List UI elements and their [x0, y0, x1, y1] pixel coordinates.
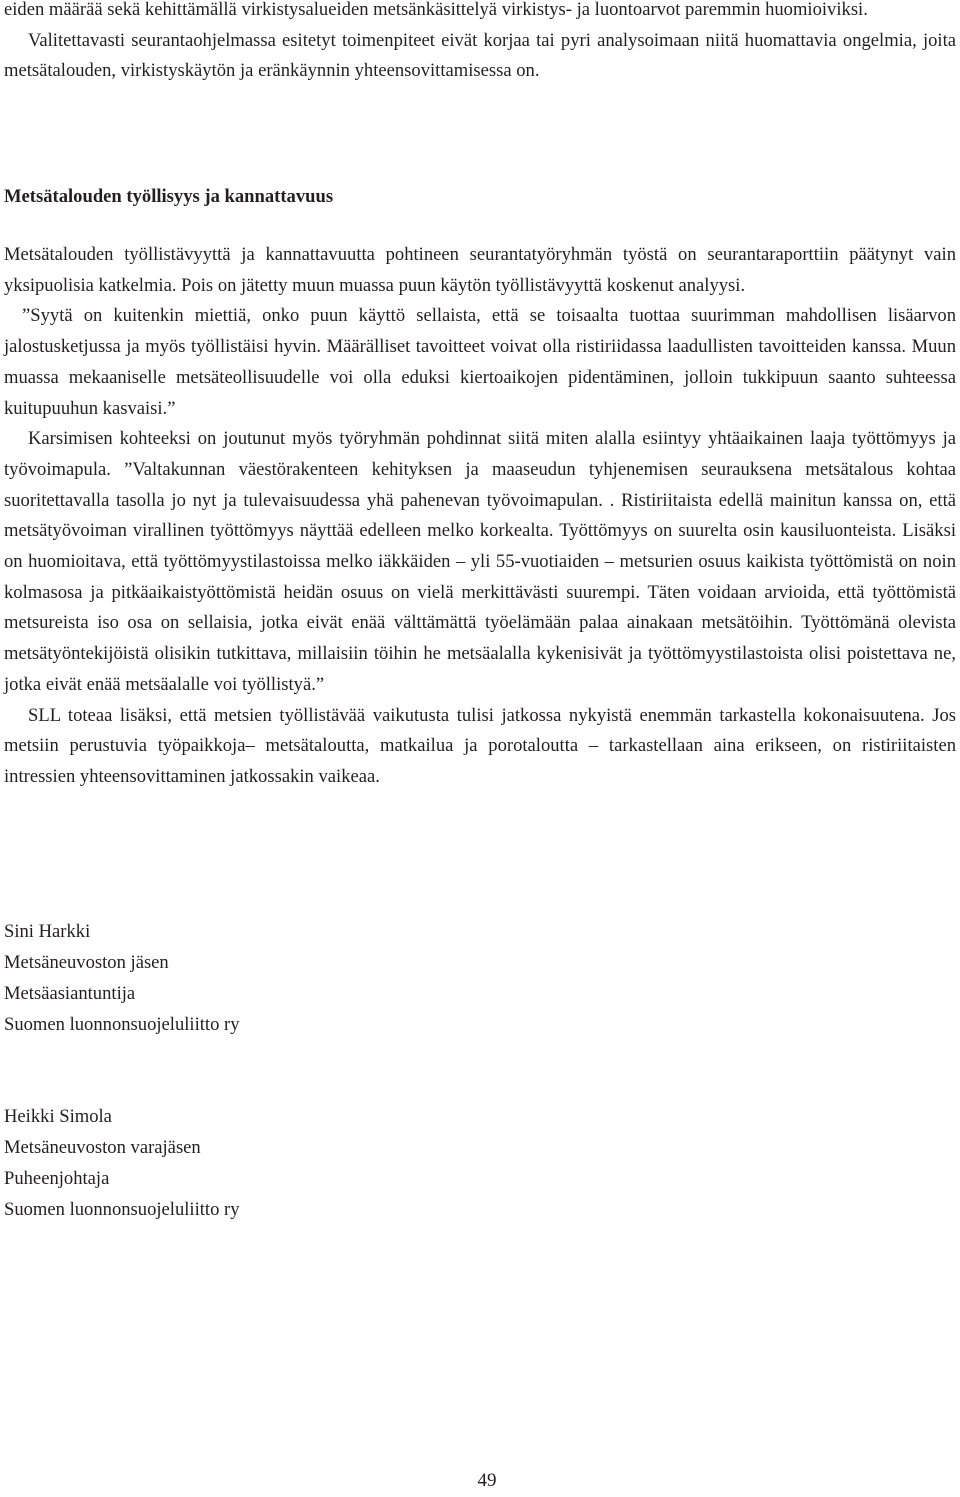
signature-name: Sini Harkki [4, 921, 91, 942]
page-number: 49 [477, 1470, 497, 1491]
signature-organization: Suomen luonnonsuojeluliitto ry [4, 1199, 240, 1220]
signature-role: Metsäneuvoston jäsen [4, 952, 169, 973]
section-paragraph-1: Metsätalouden työllistävyyttä ja kannattavuutta pohtineen seurantatyöryhmän työstä on seurantaraporttiin päätynyt vain yksipuolisia katkelmia. Pois on jätetty muun muassa puun käytön työllistävyyttä koskenut analyysi. [4, 244, 956, 296]
section-heading: Metsätalouden työllisyys ja kannattavuus [4, 186, 334, 207]
signature-role: Metsäneuvoston varajäsen [4, 1137, 201, 1158]
section-paragraph-4: SLL toteaa lisäksi, että metsien työllistävää vaikutusta tulisi jatkossa nykyistä enemmän tarkastella kokonaisuutena. Jos metsiin perustuvia työpaikkoja– metsätaloutta, matkailua ja porotaloutta – tarkastellaan aina erikseen, on ristiriitaisten intressien yhteensovittaminen jatkossakin vaikeaa. [4, 704, 956, 787]
signature-organization: Suomen luonnonsuojeluliitto ry [4, 1014, 240, 1035]
signature-role: Metsäasiantuntija [4, 983, 136, 1004]
document-page [4, 0, 956, 1497]
section-body [4, 240, 956, 793]
signature-role: Puheenjohtaja [4, 1168, 110, 1189]
signature-name: Heikki Simola [4, 1106, 112, 1127]
intro-paragraph-1: eiden määrää sekä kehittämällä virkistysalueiden metsänkäsittelyä virkistys- ja luontoarvot paremmin huomioiviksi. [4, 0, 868, 20]
section-paragraph-2: ”Syytä on kuitenkin miettiä, onko puun käyttö sellaista, että se toisaalta tuottaa suurimman mahdollisen lisäarvon jalostusketjussa ja myös työllistäisi hyvin. Määrälliset tavoitteet voivat olla ristiriidassa laadullisten tavoitteiden kanssa. Muun muassa mekaaniselle metsäteollisuudelle voi olla eduksi kiertoaikojen pidentäminen, jolloin tukkipuun saanto suhteessa kuitupuuhun kasvaisi.” [4, 305, 956, 419]
signature-block [4, 916, 240, 1040]
signature-block [4, 1101, 240, 1225]
intro-paragraph-2: Valitettavasti seurantaohjelmassa esitetyt toimenpiteet eivät korjaa tai pyri analysoimaan niitä huomattavia ongelmia, joita metsätalouden, virkistyskäytön ja eränkäynnin yhteensovittamisessa on. [4, 29, 956, 82]
intro-section [4, 0, 956, 87]
section-paragraph-3: Karsimisen kohteeksi on joutunut myös työryhmän pohdinnat siitä miten alalla esiintyy yhtäaikainen laaja työttömyys ja työvoimapula. ”Valtakunnan väestörakenteen kehityksen ja maaseudun tyhjenemisen seurauksena metsätalous kohtaa suoritettavalla tasolla jo nyt ja tulevaisuudessa yhä pahenevan työvoimapulan. . Ristiriitaista edellä mainitun kanssa on, että metsätyövoiman virallinen työttömyys näyttää edelleen melko korkealta. Työttömyys on suurelta osin kausiluonteista. Lisäksi on huomioitava, että työttömyystilastoissa melko iäkkäiden – yli 55-vuotiaiden – metsurien osuus kaikista työttömistä on noin kolmasosa ja pitkäaikaistyöttömistä heidän osuus on vielä merkittävästi suurempi. Täten voidaan arvioida, että työttömistä metsureista iso osa on sellaisia, jotka eivät enää välttämättä työelämään palaa ainakaan metsätöihin. Työttömänä olevista metsätyöntekijöistä olisikin tutkittava, millaisiin töihin he metsäalalla kykenisivät ja työttömyystilastoista olisi poistettava ne, jotka eivät enää metsäalalle voi työllistyä.” [4, 428, 956, 695]
